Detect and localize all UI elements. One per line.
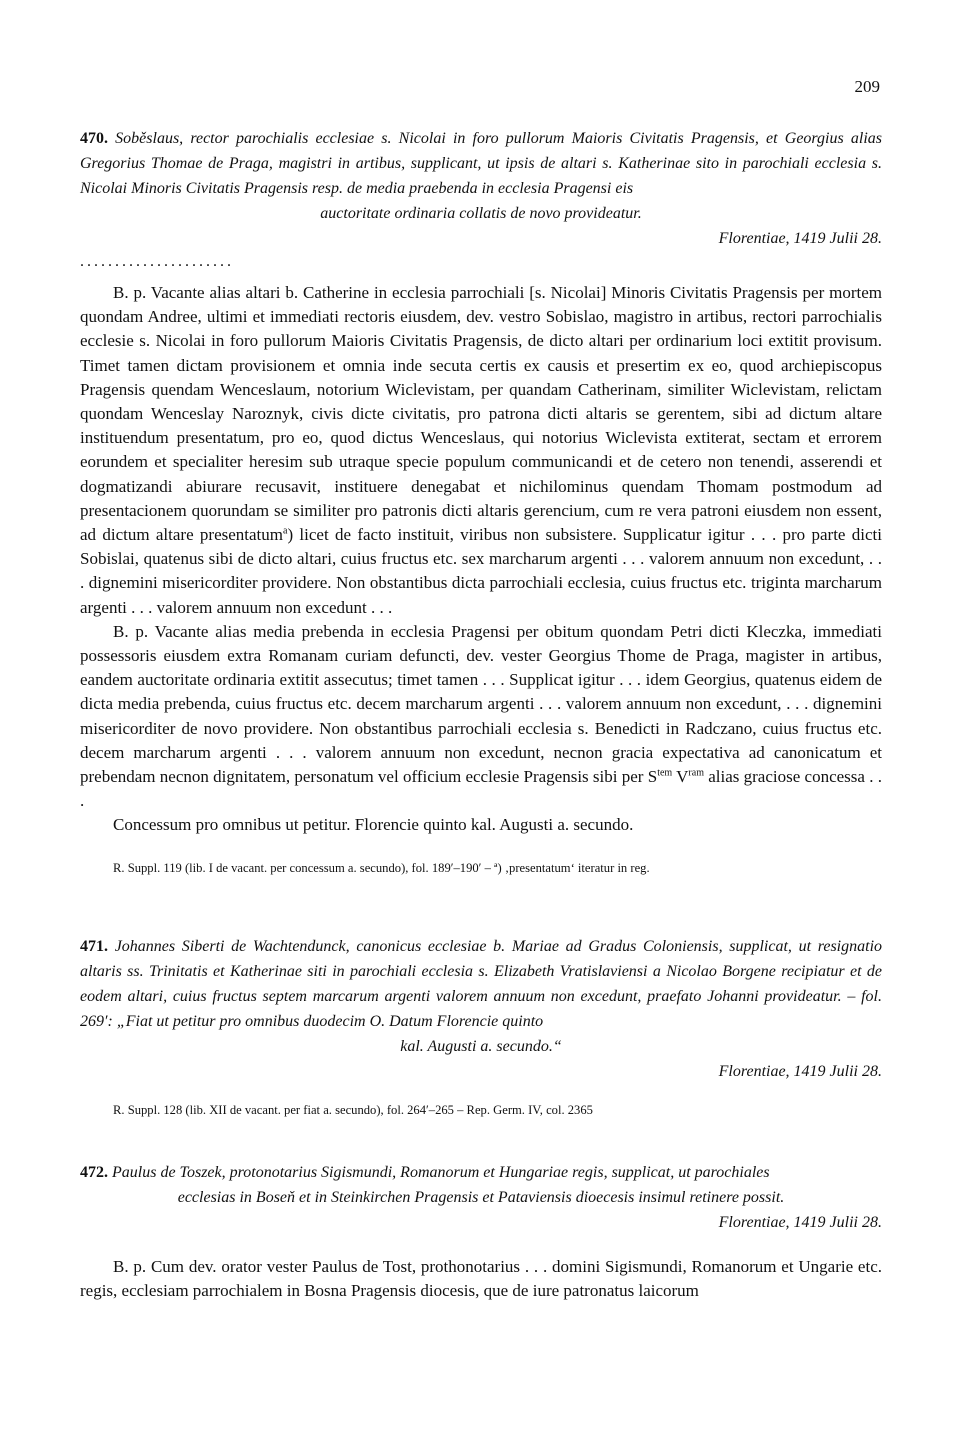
regest-text: Soběslaus, rector parochialis ecclesiae s. Nicolai in foro pullorum Maioris Civitatis Pragensis, et Georgius alias Gregorius Thomae de Praga, magistri in artibus, supplicant, ut ipsis de altari s. Katherinae sito in parochiali ecclesia s. Nicolai Minoris Civitatis Pragensis resp. de media praebenda in ecclesia Pragensi eis xyxy=(80,130,883,197)
body-paragraph xyxy=(80,281,882,620)
paragraph-text: B. p. Vacante alias altari b. Catherine in ecclesia parrochiali [s. Nicolai] Minoris Civitatis Pragensis per mortem quondam Andree, ultimi et immediati rectoris eiusdem, dev. vestro Sobislao, magistro in artibus, rectori parrochialis ecclesie s. Nicolai in foro pullorum Maioris Civitatis Pragensis, de dicto altari per ordinarium loci extitit provisum. Timet tamen dictam provisionem et omnia inde secuta certis ex causis et presertim ex eo, quod archiepiscopus Pragensis quendam Wenceslaum, notorium Wiclevistam, per quandam Catherinam, similiter Wiclevistam, relictam quondam Wenceslay Naroznyk, civis dicte civitatis, pro patrona dicti altaris se gerentem, sibi ad dictum altare instituendum presentatum, pro eo, quod dictus Wenceslaus, qui notorius Wiclevista extiterat, sectam et errorem eorundem et specialiter heresim sub utraque specie populum communicandi et de cetero non tenendi, asserendi et dogmatizandi abiurare recusavit, instituere denegabat et nichilominus quendam Thomam postmodum ad presentacionem quorundam se similiter pro patronis dicti altaris gerencium, cum re vera patroni eiusdem non essent, ad dictum altare presentatum xyxy=(80,283,882,545)
regest-center-line: kal. Augusti a. secundo.“ xyxy=(400,1038,562,1055)
entry-note: R. Suppl. 128 (lib. XII de vacant. per fiat a. secundo), fol. 264′–265 – Rep. Germ. IV, col. 2365 xyxy=(113,1103,593,1117)
regest-text: Johannes Siberti de Wachtendunck, canonicus ecclesiae b. Mariae ad Gradus Coloniensis, supplicat, ut resignatio altaris ss. Trinitatis et Katherinae siti in parochiali ecclesia s. Elizabeth Vratislaviensi a Nicolao Borgene recipiatur et de eodem altari, cuius fructus septem marcarum argenti valorem annuum non excedunt, praefato Johanni provideatur. – fol. 269′: „Fiat ut petitur pro omnibus duodecim O. Datum Florencie quinto xyxy=(80,938,883,1030)
paragraph-text: ) licet de facto instituit, viribus non subsistere. Supplicatur igitur . . . pro parte dicti Sobislai, quatenus sibi de dicto altari, cuius fructus etc. sex marcharum argenti . . . valorem annuum non excedunt, . . . dignemini misericorditer providere. Non obstantibus dicta parrochiali ecclesia, cuius fructus etc. triginta marcharum argenti . . . valorem annuum non excedunt . . . xyxy=(80,525,882,617)
entry-regest xyxy=(80,1160,882,1185)
entry-note: R. Suppl. 119 (lib. I de vacant. per concessum a. secundo), fol. 189′–190′ – ª) ‚presentatum‘ iteratur in reg. xyxy=(113,860,650,875)
entry-number: 472. xyxy=(80,1164,108,1181)
regest-center-line: ecclesias in Boseň et in Steinkirchen Pragensis et Pataviensis dioecesis insimul retinere possit. xyxy=(177,1189,785,1206)
body-paragraph xyxy=(80,620,882,814)
paragraph-text: B. p. Vacante alias media prebenda in ecclesia Pragensi per obitum quondam Petri dicti Kleczka, immediati possessoris eiusdem extra Romanam curiam defuncti, dev. vester Georgius Thome de Praga, magister in artibus, eandem auctoritate ordinaria extitit assecutus; timet tamen . . . Supplicat igitur . . . idem Georgius, quatenus eidem de dicta media prebenda, cuius fructus etc. decem marcharum argenti . . . valorem annuum non excedunt, . . . dignemini misericorditer de novo providere. Non obstantibus parrochiali ecclesia s. Benedicti in Radczano, cuius fructus etc. decem marcharum argenti . . . valorem annuum non excedunt, necnon gracia expectativa ad canonicatum et prebendam necnon dignitatem, personatum vel officium ecclesie Pragensis sibi per S xyxy=(80,621,882,787)
entry-date: Florentiae, 1419 Julii 28. xyxy=(718,1063,882,1080)
entry-regest xyxy=(80,126,882,201)
omission-dots: ...................... xyxy=(80,253,234,270)
regest-center-line: auctoritate ordinaria collatis de novo provideatur. xyxy=(320,205,642,222)
entry-body xyxy=(80,281,882,838)
entry-date: Florentiae, 1419 Julii 28. xyxy=(718,230,882,247)
entry-number: 471. xyxy=(80,938,108,955)
entry-regest xyxy=(80,934,882,1034)
entry-472 xyxy=(80,1160,882,1303)
entry-body xyxy=(80,1255,882,1303)
body-paragraph: Concessum pro omnibus ut petitur. Florencie quinto kal. Augusti a. secundo. xyxy=(113,815,634,835)
entry-date: Florentiae, 1419 Julii 28. xyxy=(718,1214,882,1231)
superscript: ram xyxy=(688,767,704,779)
superscript: tem xyxy=(657,767,673,779)
entry-number: 470. xyxy=(80,130,108,147)
page-number: 209 xyxy=(854,77,880,96)
footnote-marker: a xyxy=(283,525,288,537)
paragraph-text: V xyxy=(672,767,689,787)
paragraph-text: alias graciose concessa . . . xyxy=(80,767,882,811)
body-paragraph: B. p. Cum dev. orator vester Paulus de Tost, prothonotarius . . . domini Sigismundi, Romanorum et Ungarie etc. regis, ecclesiam parrochialem in Bosna Pragensis diocesis, que de iure patronatus laicorum xyxy=(80,1257,882,1301)
entry-470 xyxy=(80,126,882,877)
regest-text: Paulus de Toszek, protonotarius Sigismundi, Romanorum et Hungariae regis, supplicat, ut parochiales xyxy=(112,1164,770,1181)
entry-471 xyxy=(80,934,882,1119)
